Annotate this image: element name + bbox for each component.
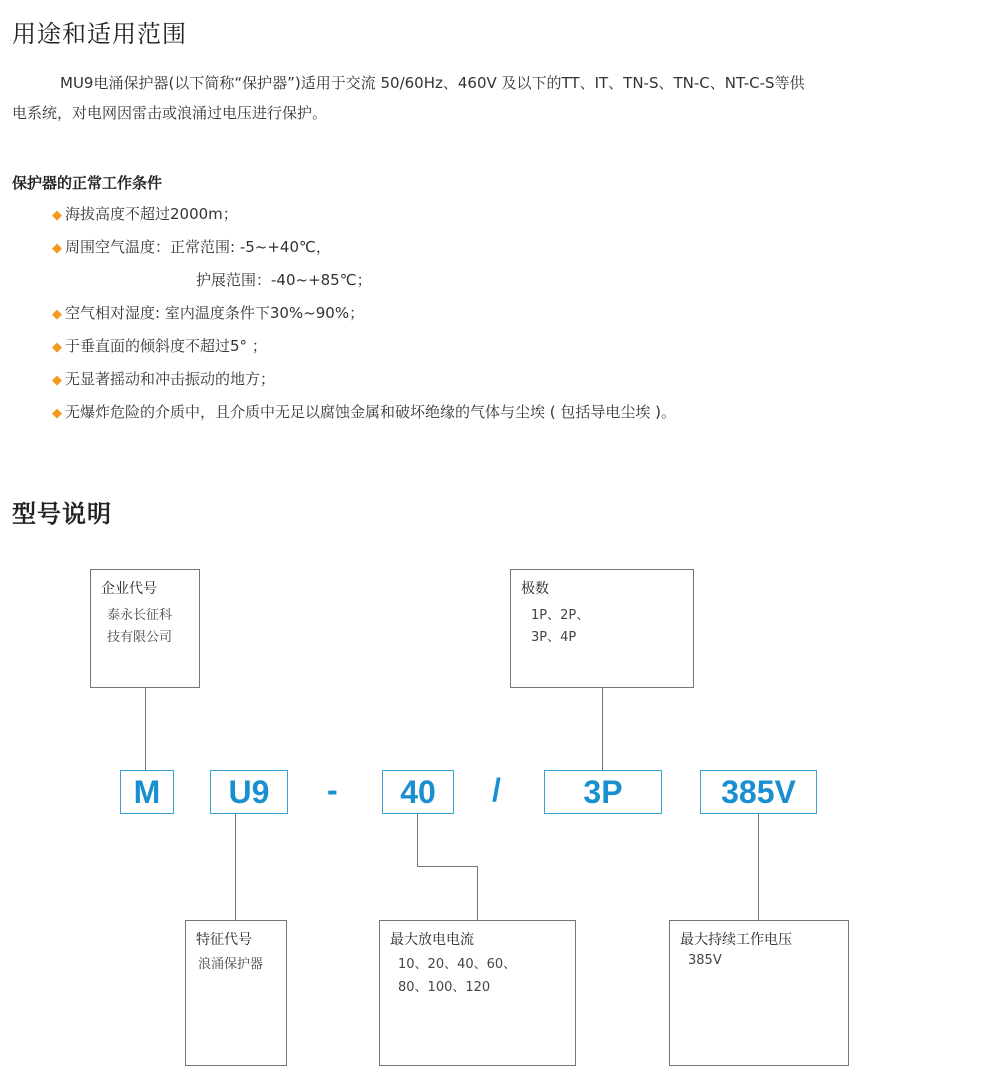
connector-line xyxy=(477,866,478,920)
box-line: 10、20、40、60、 xyxy=(398,957,517,972)
diamond-bullet-icon: ◆ xyxy=(52,406,62,421)
box-feature-code xyxy=(185,920,287,1066)
diamond-bullet-icon: ◆ xyxy=(52,208,62,223)
usage-paragraph-line1: MU9电涌保护器(以下简称“保护器”)适用于交流 50/60Hz、460V 及以下的TT、IT、TN-S、TN-C、NT-C-S等供 xyxy=(60,74,805,92)
condition-item: ◆ 海拔高度不超过2000m； xyxy=(52,205,238,223)
box-max-voltage xyxy=(669,920,849,1066)
conditions-title: 保护器的正常工作条件 xyxy=(12,174,163,192)
box-title: 极数 xyxy=(521,581,549,597)
box-line: 385V xyxy=(688,953,722,968)
connector-line xyxy=(235,814,236,920)
box-line: 3P、4P xyxy=(531,630,577,645)
code-segment-m: M xyxy=(120,770,174,814)
diamond-bullet-icon: ◆ xyxy=(52,307,62,322)
condition-item: ◆ 于垂直面的倾斜度不超过5° ； xyxy=(52,337,267,355)
connector-line xyxy=(417,814,418,866)
box-title: 企业代号 xyxy=(101,581,157,597)
code-segment-u9: U9 xyxy=(210,770,288,814)
box-title: 最大放电电流 xyxy=(390,932,474,948)
condition-item: ◆ 周围空气温度：正常范围: -5~+40℃， xyxy=(52,238,331,256)
connector-line xyxy=(417,866,478,867)
diamond-bullet-icon: ◆ xyxy=(52,241,62,256)
box-poles xyxy=(510,569,694,688)
condition-item-continuation: 护展范围：-40~+85℃； xyxy=(196,271,372,289)
connector-line xyxy=(758,814,759,920)
box-title: 最大持续工作电压 xyxy=(680,932,792,948)
condition-item: ◆ 空气相对湿度: 室内温度条件下30%~90%； xyxy=(52,304,365,322)
code-segment-voltage: 385V xyxy=(700,770,817,814)
connector-line xyxy=(145,688,146,770)
box-line: 泰永长征科 xyxy=(107,608,173,623)
code-segment-poles: 3P xyxy=(544,770,662,814)
condition-item: ◆ 无显著摇动和冲击振动的地方； xyxy=(52,370,276,388)
code-segment-current: 40 xyxy=(382,770,454,814)
usage-paragraph-line2: 电系统，对电网因雷击或浪涌过电压进行保护。 xyxy=(12,104,328,122)
box-title: 特征代号 xyxy=(196,932,252,948)
diamond-bullet-icon: ◆ xyxy=(52,340,62,355)
section-title-usage: 用途和适用范围 xyxy=(12,20,187,48)
box-line: 80、100、120 xyxy=(398,980,491,995)
code-separator-dash: - xyxy=(327,772,338,808)
box-line: 浪涌保护器 xyxy=(198,957,264,972)
box-max-discharge-current xyxy=(379,920,576,1066)
box-company-code xyxy=(90,569,200,688)
condition-item: ◆ 无爆炸危险的介质中，且介质中无足以腐蚀金属和破坏绝缘的气体与尘埃 ( 包括导电尘埃 )。 xyxy=(52,403,677,421)
section-title-model: 型号说明 xyxy=(12,500,112,528)
box-line: 技有限公司 xyxy=(107,630,173,645)
box-line: 1P、2P、 xyxy=(531,608,590,623)
connector-line xyxy=(602,688,603,770)
code-separator-slash: / xyxy=(492,772,501,808)
diamond-bullet-icon: ◆ xyxy=(52,373,62,388)
